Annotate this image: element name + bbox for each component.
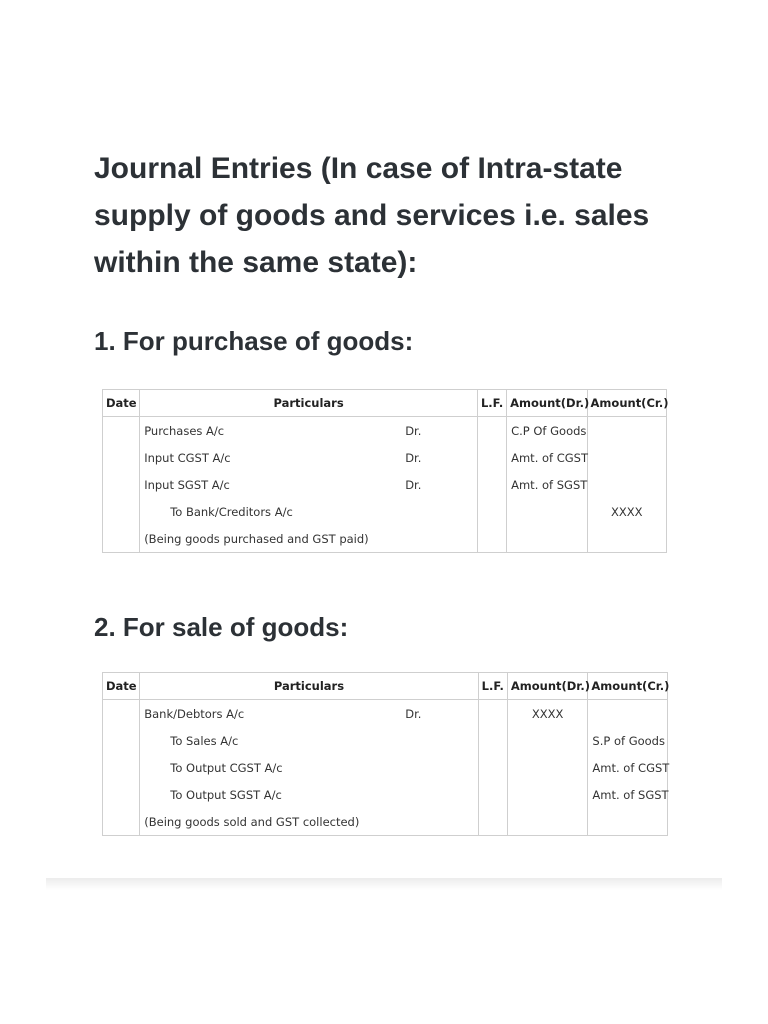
dr-mark: Dr. — [405, 477, 422, 492]
amount-cr-cell — [588, 808, 668, 836]
amount-cr-cell — [587, 471, 666, 498]
narration-cell — [140, 808, 478, 836]
particular-text: Input CGST A/c — [144, 450, 231, 465]
page-title: Journal Entries (In case of Intra-state supply of goods and services i.e. sales within the same state): — [94, 152, 650, 279]
amount-dr-cell — [507, 727, 588, 754]
amount-dr-cell — [507, 781, 588, 808]
particular-cell — [140, 754, 478, 781]
header-particulars: Particulars — [140, 673, 478, 700]
date-cell — [103, 417, 140, 445]
amount-cr-cell: Amt. of CGST — [588, 754, 668, 781]
amount-cr-cell — [588, 700, 668, 728]
amount-dr-cell: Amt. of SGST — [507, 471, 587, 498]
table-row — [103, 471, 667, 498]
journal-table-sale — [102, 672, 668, 836]
amount-cr-cell — [587, 417, 666, 445]
date-cell — [103, 444, 140, 471]
particular-cell — [140, 498, 478, 525]
table-row — [103, 498, 667, 525]
table-row — [103, 444, 667, 471]
table-header-row — [103, 673, 668, 700]
header-amount-cr: Amount(Cr.) — [588, 673, 668, 700]
date-cell — [103, 781, 140, 808]
amount-dr-cell: Amt. of CGST — [507, 444, 587, 471]
header-amount-cr: Amount(Cr.) — [587, 390, 666, 417]
lf-cell — [478, 700, 507, 728]
particular-text: To Output CGST A/c — [170, 760, 283, 775]
table-row — [103, 781, 668, 808]
header-amount-dr: Amount(Dr.) — [507, 673, 588, 700]
date-cell — [103, 525, 140, 553]
lf-cell — [478, 754, 507, 781]
particular-cell — [140, 444, 478, 471]
header-lf: L.F. — [477, 390, 506, 417]
amount-cr-cell: Amt. of SGST — [588, 781, 668, 808]
particular-text: Bank/Debtors A/c — [144, 706, 245, 721]
lf-cell — [478, 808, 507, 836]
particular-text: To Bank/Creditors A/c — [170, 504, 293, 519]
table-row — [103, 700, 668, 728]
lf-cell — [478, 781, 507, 808]
table-row — [103, 727, 668, 754]
particular-text: Input SGST A/c — [144, 477, 230, 492]
amount-dr-cell: C.P Of Goods — [507, 417, 587, 445]
table-row — [103, 417, 667, 445]
date-cell — [103, 754, 140, 781]
dr-mark: Dr. — [405, 423, 422, 438]
lf-cell — [478, 727, 507, 754]
section-heading-purchase: 1. For purchase of goods: — [94, 326, 414, 356]
narration-text: (Being goods sold and GST collected) — [144, 814, 360, 829]
date-cell — [103, 498, 140, 525]
header-amount-dr: Amount(Dr.) — [507, 390, 587, 417]
table-row — [103, 754, 668, 781]
table-header-row — [103, 390, 667, 417]
header-date: Date — [103, 673, 140, 700]
amount-dr-cell — [507, 754, 588, 781]
section-divider — [46, 878, 722, 890]
date-cell — [103, 471, 140, 498]
table-row — [103, 525, 667, 553]
narration-text: (Being goods purchased and GST paid) — [144, 531, 369, 546]
dr-mark: Dr. — [405, 706, 422, 721]
narration-cell — [140, 525, 478, 553]
lf-cell — [477, 417, 506, 445]
particular-text: To Output SGST A/c — [170, 787, 282, 802]
particular-cell — [140, 417, 478, 445]
amount-cr-cell — [587, 525, 666, 553]
journal-table-purchase — [102, 389, 667, 553]
date-cell — [103, 700, 140, 728]
dr-mark: Dr. — [405, 450, 422, 465]
particular-cell — [140, 471, 478, 498]
lf-cell — [477, 525, 506, 553]
amount-cr-cell: S.P of Goods — [588, 727, 668, 754]
lf-cell — [477, 444, 506, 471]
date-cell — [103, 727, 140, 754]
particular-cell — [140, 727, 478, 754]
particular-cell — [140, 781, 478, 808]
lf-cell — [477, 471, 506, 498]
date-cell — [103, 808, 140, 836]
lf-cell — [477, 498, 506, 525]
amount-dr-cell — [507, 498, 587, 525]
particular-cell — [140, 700, 478, 728]
particular-text: To Sales A/c — [170, 733, 239, 748]
amount-cr-cell — [587, 444, 666, 471]
header-particulars: Particulars — [140, 390, 478, 417]
header-lf: L.F. — [478, 673, 507, 700]
amount-dr-cell — [507, 808, 588, 836]
amount-cr-cell: XXXX — [587, 498, 666, 525]
particular-text: Purchases A/c — [144, 423, 225, 438]
section-heading-sale: 2. For sale of goods: — [94, 612, 349, 642]
amount-dr-cell — [507, 525, 587, 553]
amount-dr-cell: XXXX — [507, 700, 588, 728]
header-date: Date — [103, 390, 140, 417]
table-row — [103, 808, 668, 836]
